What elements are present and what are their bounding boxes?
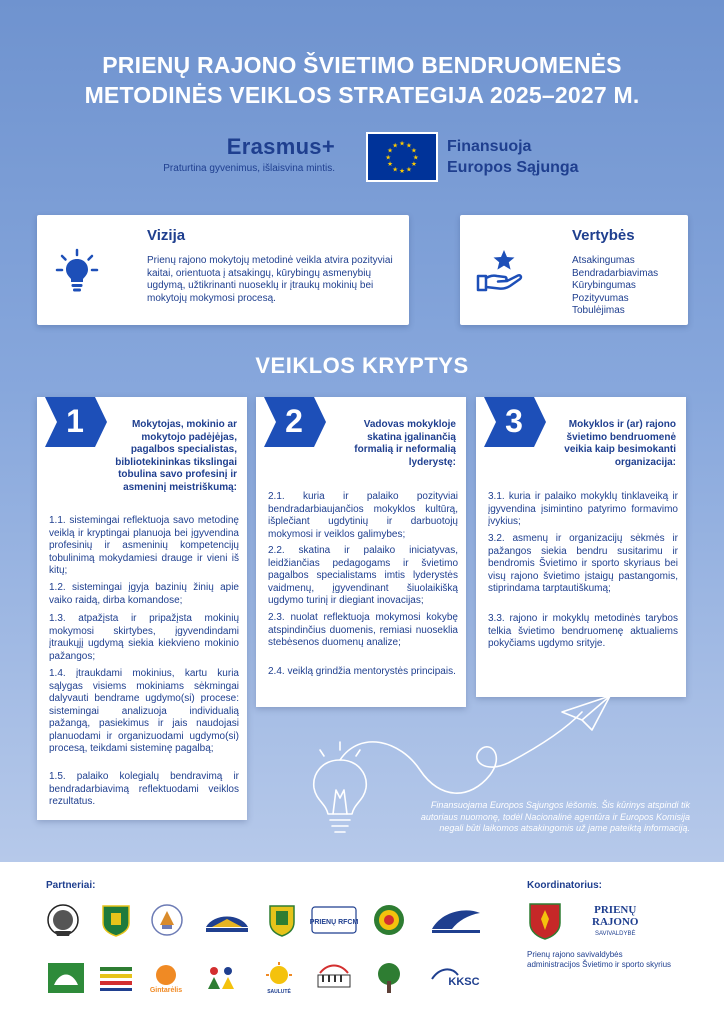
prienai-municipality-logo — [592, 904, 638, 940]
direction-heading: Vadovas mokykloje skatina įgalinančią formalią ir neformalią lyderystę: — [354, 419, 456, 468]
section-title: VEIKLOS KRYPTYS — [255, 353, 469, 378]
direction-number: 3 — [505, 403, 523, 439]
gintarelis-logo-text: Gintarėlis — [149, 987, 183, 994]
direction-item: 3.3. rajono ir mokyklų metodinės tarybos telkia švietimo bendruomenę aktualiems pokyčiams ugdymo srityje. — [488, 613, 678, 649]
direction-card-2 — [256, 397, 466, 707]
eu-star-icon: ★ — [406, 142, 412, 150]
coordinator-caption-line-1: Prienų rajono savivaldybės — [527, 950, 623, 959]
funding-logos — [0, 132, 724, 184]
prienai-logo-line-1: PRIENŲ — [594, 904, 637, 916]
hand-star-icon — [460, 215, 540, 325]
direction-item: 2.3. nuolat reflektuoja mokymosi kokybę atspindinčius duomenis, remiasi nuoseklia stebėsenos duomenų analize; — [268, 612, 458, 648]
value-item: Atsakingumas — [572, 255, 635, 266]
eu-star-icon: ★ — [406, 166, 412, 174]
partner-logo-green-book — [46, 961, 86, 995]
value-item: Pozityvumas — [572, 292, 629, 304]
values-list — [572, 255, 658, 318]
kksc-logo-text: KKSC — [448, 976, 480, 988]
partner-logo-shield — [99, 903, 133, 937]
partner-logo-sun — [372, 903, 406, 937]
erasmus-tagline: Praturtina gyvenimus, išlaisvina mintis. — [163, 163, 335, 174]
direction-heading: Mokyklos ir (ar) rajono švietimo bendruomenė veikia kaip besimokanti organizacija: — [564, 419, 676, 468]
direction-item: 1.2. sistemingai įgyja bazinių žinių apie vaiko raidą, dirba komandose; — [49, 582, 239, 606]
value-item: Kūrybingumas — [572, 280, 636, 291]
eu-flag-icon — [366, 132, 438, 182]
partner-logo-stripes — [96, 961, 136, 995]
eu-star-icon: ★ — [411, 147, 417, 155]
partner-logo-saulute — [262, 961, 296, 995]
partner-logo-emblem — [150, 903, 184, 937]
partner-logo-piano — [314, 961, 354, 995]
partners-label: Partneriai: — [46, 880, 96, 891]
direction-heading: Mokytojas, mokinio ar mokytojo padėjėjas, pagalbos specialistas, bibliotekininkas tikslingai tobulina savo profesinį ir asmeninį meistriškumą: — [115, 419, 237, 493]
eu-star-icon: ★ — [387, 161, 393, 169]
direction-number-badge — [45, 397, 111, 447]
direction-number-badge — [264, 397, 330, 447]
value-item: Tobulėjimas — [572, 305, 625, 316]
saulute-logo-text: SAULUTĖ — [267, 989, 291, 995]
direction-card-3 — [476, 397, 686, 697]
erasmus-logo — [145, 134, 335, 174]
direction-number: 2 — [285, 403, 303, 439]
prienai-logo-line-2: RAJONO — [592, 916, 639, 928]
erasmus-name: Erasmus+ — [226, 134, 335, 159]
partner-logo-seal — [46, 903, 80, 937]
direction-item: 2.4. veiklą grindžia mentorystės principais. — [268, 666, 456, 677]
direction-item: 1.3. atpažįsta ir pripažįsta mokinių mokymosi skirtybes, įgyvendindami įtraukųjį ugdymą siekia kiekvieno mokinio pažangos; — [49, 613, 239, 662]
eu-funding-text — [447, 136, 579, 178]
eu-star-icon: ★ — [387, 147, 393, 155]
prienai-logo-line-3: SAVIVALDYBĖ — [594, 931, 636, 937]
vision-text: Prienų rajono mokytojų metodinė veikla atvira pozityviai kaitai, orientuota į atsakingų, kūrybingų asmenybių ugdymą, užtikrinanti nuoseklų ir įtraukų mokinių bei mokytojų mokymosi procesą. — [147, 255, 393, 304]
coordinator-caption-line-2: administracijos Švietimo ir sporto skyrius — [527, 960, 672, 969]
coordinator-caption — [527, 950, 671, 970]
eu-funding-line-1: Finansuoja — [447, 138, 532, 155]
page-title — [0, 50, 724, 110]
direction-item: 3.2. asmenų ir organizacijų sėkmės ir pažangos siekia bendru susitarimu ir bendromis Švietimo ir sporto skyriaus bei visų rajono švietimo įstaigų pastangomis, stiprindama tarptautiškumą; — [488, 533, 678, 594]
values-heading: Vertybės — [572, 227, 635, 244]
direction-item: 1.4. įtraukdami mokinius, kartu kuria sąlygas visiems mokiniams sėkmingai dalyvauti bendrame ugdymo(si) procese: sistemingai analizuoja individualią pažangą, pasiekimus ir jais naudojasi planuodami ir organizuodami ugdymo(si) procesą, teikdami sisteminę pagalbą; — [49, 668, 239, 754]
eu-star-icon: ★ — [399, 168, 405, 176]
eu-star-icon: ★ — [411, 161, 417, 169]
partner-logo-kksc — [428, 961, 484, 995]
partner-logo-rfcm — [310, 903, 358, 937]
direction-number-badge — [484, 397, 550, 447]
rfcm-logo-text: PRIENŲ RFCM — [310, 919, 358, 926]
partner-logo-wing — [428, 903, 484, 937]
title-line-2: METODINĖS VEIKLOS STRATEGIJA 2025–2027 M. — [84, 82, 640, 108]
eu-star-icon: ★ — [392, 166, 398, 174]
eu-disclaimer: Finansuojama Europos Sąjungos lėšomis. Šis kūrinys atspindi tik autoriaus nuomonę, todėl Nacionalinė agentūra ir Europos Komisija negali būti laikomos atsakingomis už jame pateiktą informaciją. — [420, 800, 690, 833]
eu-star-icon: ★ — [412, 154, 419, 162]
direction-item: 2.1. kuria ir palaiko pozityviai bendradarbiaujančios mokyklos kultūrą, išplečiant ugdytinių ir darbuotojų mokymosi ir veiklos galimybes; — [268, 491, 458, 540]
partner-logo-gintarelis — [144, 961, 188, 995]
partner-logo-tree — [372, 961, 406, 995]
direction-item: 2.2. skatina ir palaiko iniciatyvas, leidžiančias pedagogams ir švietimo pagalbos specialistams imtis lyderystės vaidmenų, įgyvendinant šiuolaikišką ugdymo turinį ir diegiant inovacijas; — [268, 545, 458, 606]
eu-star-icon: ★ — [399, 140, 405, 148]
vision-heading: Vizija — [147, 227, 186, 244]
values-card — [460, 215, 688, 325]
eu-star-icon: ★ — [392, 142, 398, 150]
direction-card-1 — [37, 397, 247, 820]
value-item: Bendradarbiavimas — [572, 267, 659, 279]
title-line-1: PRIENŲ RAJONO ŠVIETIMO BENDRUOMENĖS — [102, 52, 622, 78]
partner-logo-figures — [204, 961, 238, 995]
direction-number: 1 — [66, 403, 84, 439]
coordinator-label: Koordinatorius: — [527, 880, 602, 891]
direction-item: 1.5. palaiko kolegialų bendravimą ir bendradarbiavimą reflektuodami veiklos rezultatus. — [49, 771, 239, 807]
vision-card — [37, 215, 409, 325]
direction-item: 3.1. kuria ir palaiko mokyklų tinklaveiką ir įgyvendina įsimintino patyrimo formavimo įvykius; — [488, 491, 678, 527]
partner-logo-crest — [265, 903, 299, 937]
direction-item: 1.1. sistemingai reflektuoja savo metodinę veiklą ir kryptingai planuoja bei įgyvendina profesinių ir asmeninių kompetencijų tobulinimą mokydamiesi drauge ir vieni iš kitų; — [49, 515, 239, 576]
lightbulb-icon — [37, 215, 117, 325]
partner-logo-book — [202, 903, 252, 937]
eu-star-icon: ★ — [385, 154, 392, 162]
prienai-coat-of-arms-icon — [527, 901, 563, 941]
eu-funding-line-2: Europos Sąjunga — [447, 159, 579, 176]
